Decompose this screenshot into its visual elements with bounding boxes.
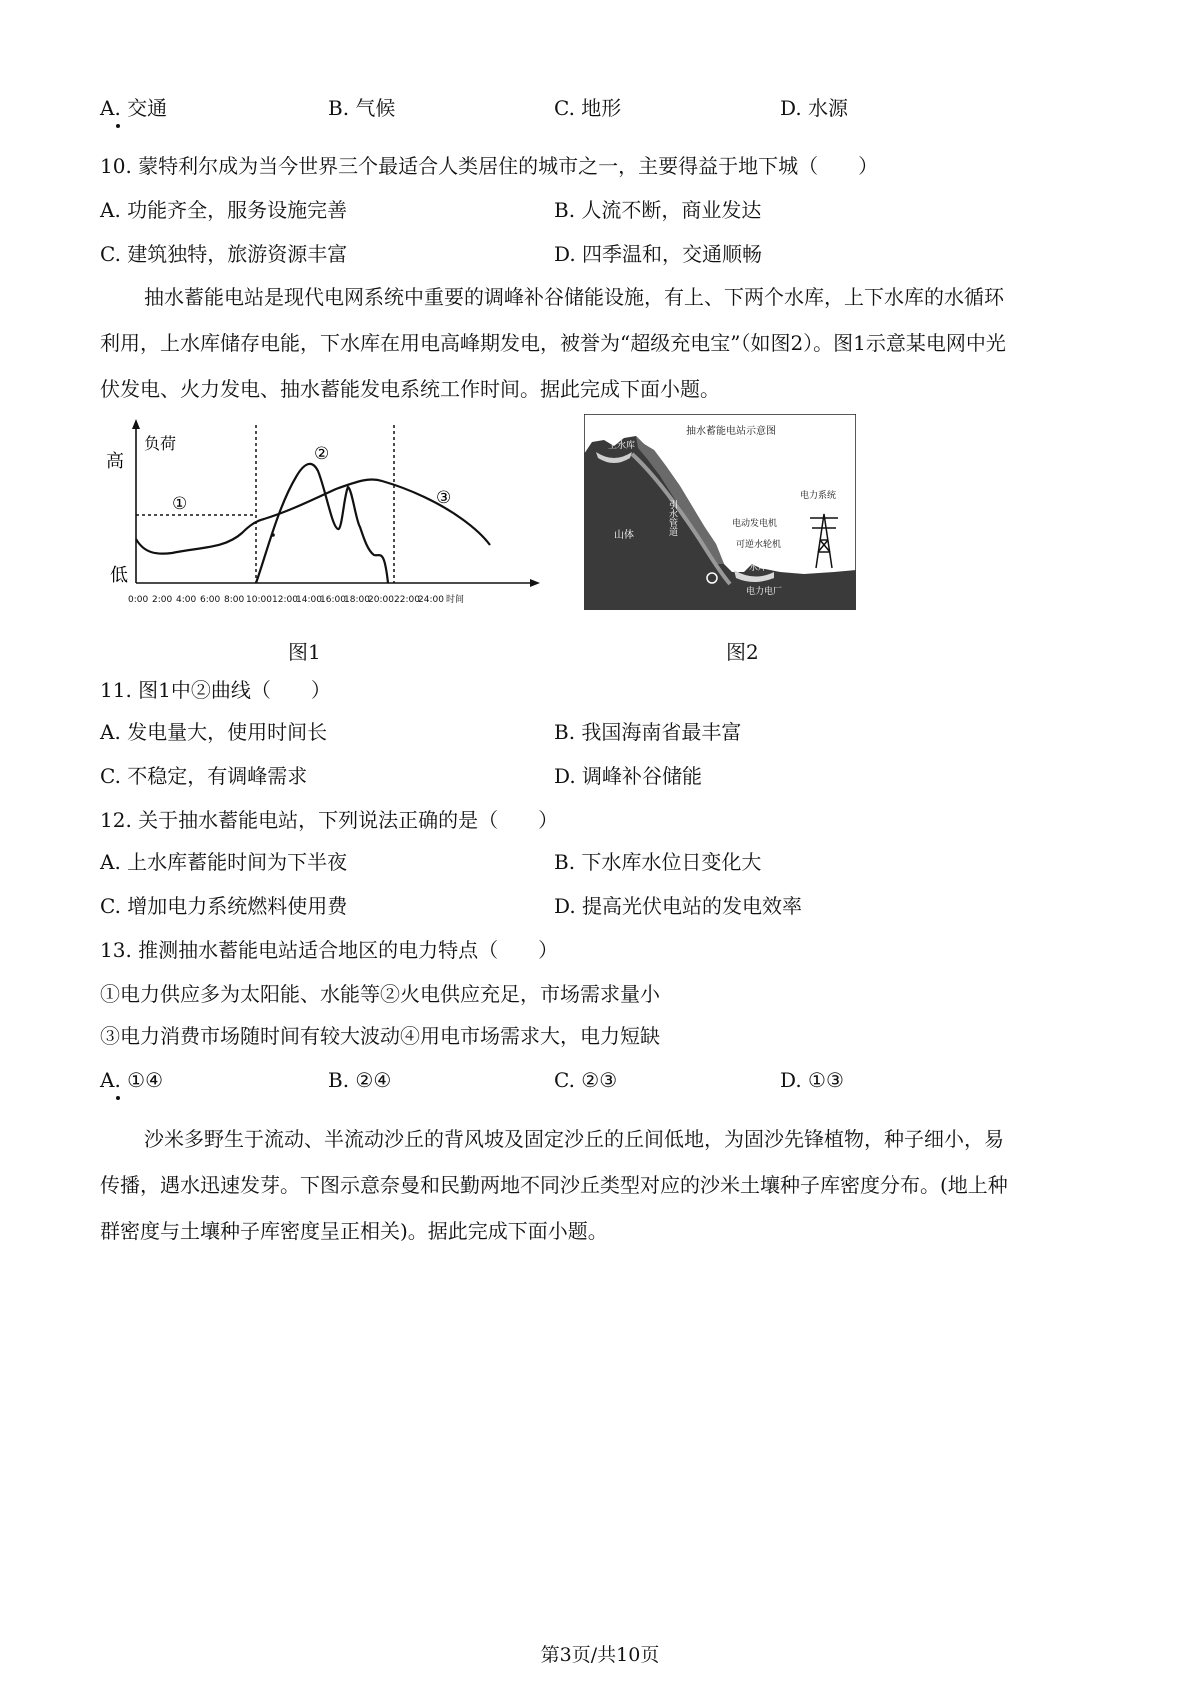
passage-pumped-storage: 抽水蓄能电站是现代电网系统中重要的调峰补谷储能设施，有上、下两个水库，上下水库的水循环利用，上水库储存电能，下水库在用电高峰期发电，被誉为“超级充电宝”（如图2）。图1示意某电网中光伏发电、火力发电、抽水蓄能发电系统工作时间。据此完成下面小题。: [100, 285, 1006, 401]
q10-option-b: B. 人流不断，商业发达: [554, 198, 762, 222]
q12-option-d: D. 提高光伏电站的发电效率: [554, 894, 803, 918]
curve2-label: ②: [314, 444, 330, 464]
x-tick: 24:00: [418, 595, 444, 605]
q13-option-d: D. ①③: [780, 1068, 844, 1092]
lower-reservoir-label: 下水库: [740, 563, 768, 573]
q12-option-b: B. 下水库水位日变化大: [554, 850, 762, 874]
y-low-label: 低: [110, 565, 128, 586]
x-tick: 6:00: [200, 595, 221, 605]
x-tick: 4:00: [176, 595, 197, 605]
turbine-label: 可逆水轮机: [736, 540, 782, 550]
q10-option-c: C. 建筑独特，旅游资源丰富: [100, 242, 348, 266]
q11-option-d: D. 调峰补谷储能: [554, 764, 703, 788]
q12-option-c: C. 增加电力系统燃料使用费: [100, 894, 348, 918]
plant-label: 电力电厂: [746, 587, 783, 597]
x-tick: 0:00: [128, 595, 149, 605]
x-tick: 2:00: [152, 595, 173, 605]
q12-option-a: A. 上水库蓄能时间为下半夜: [100, 850, 348, 874]
q11-option-c: C. 不稳定，有调峰需求: [100, 764, 308, 788]
page-footer: 第3页/共10页: [540, 1644, 660, 1666]
q10-option-a: A. 功能齐全，服务设施完善: [100, 198, 348, 222]
bullet-dot: [116, 1096, 120, 1100]
x-tick: 8:00: [224, 595, 245, 605]
y-axis-label: 负荷: [144, 434, 177, 453]
q13-statement-line1: ①电力供应多为太阳能、水能等②火电供应充足，市场需求量小: [100, 982, 660, 1006]
x-tick: 22:00: [394, 595, 420, 605]
q9-option-b: B. 气候: [328, 96, 396, 120]
x-tick: 16:00: [320, 595, 346, 605]
x-tick: 14:00: [296, 595, 322, 605]
q9-option-d: D. 水源: [780, 96, 849, 120]
passage-shami: 沙米多野生于流动、半流动沙丘的背风坡及固定沙丘的丘间低地，为固沙先锋植物，种子细小，易传播，遇水迅速发芽。下图示意奈曼和民勤两地不同沙丘类型对应的沙米土壤种子库密度分布。(地上种群密度与土壤种子库密度呈正相关)。据此完成下面小题。: [100, 1127, 1008, 1243]
q13-stem: 13. 推测抽水蓄能电站适合地区的电力特点（ ）: [100, 938, 559, 962]
mountain-label: 山体: [614, 530, 634, 541]
x-tick: 10:00: [246, 595, 272, 605]
q11-option-b: B. 我国海南省最丰富: [554, 720, 742, 744]
x-axis-label: 时间: [446, 595, 465, 605]
pipe-label: 引水管道: [667, 500, 677, 536]
x-tick: 18:00: [344, 595, 370, 605]
q9-option-c: C. 地形: [554, 96, 622, 120]
system-label: 电力系统: [800, 491, 837, 501]
x-tick: 12:00: [272, 595, 298, 605]
q13-option-c: C. ②③: [554, 1068, 618, 1092]
q13-option-a: A. ①④: [100, 1068, 164, 1092]
figure2-station-diagram: [584, 414, 856, 610]
q13-option-b: B. ②④: [328, 1068, 392, 1092]
q11-option-a: A. 发电量大，使用时间长: [100, 720, 328, 744]
curve1-label: ①: [172, 494, 188, 514]
q10-stem: 10. 蒙特利尔成为当今世界三个最适合人类居住的城市之一，主要得益于地下城（ ）: [100, 154, 879, 178]
curve3-label: ③: [436, 488, 452, 508]
q12-stem: 12. 关于抽水蓄能电站，下列说法正确的是（ ）: [100, 808, 559, 832]
x-tick: 20:00: [368, 595, 394, 605]
figure2-title: 抽水蓄能电站示意图: [686, 426, 776, 437]
q13-statement-line2: ③电力消费市场随时间有较大波动④用电市场需求大，电力短缺: [100, 1024, 660, 1048]
bullet-dot: [116, 124, 120, 128]
q9-option-a: A. 交通: [100, 96, 168, 120]
generator-label: 电动发电机: [732, 519, 778, 529]
figure2-caption: 图2: [726, 640, 759, 664]
upper-reservoir-label: 上水库: [608, 441, 636, 451]
y-high-label: 高: [106, 451, 124, 472]
q10-option-d: D. 四季温和，交通顺畅: [554, 242, 763, 266]
q11-stem: 11. 图1中②曲线（ ）: [100, 678, 331, 702]
figure1-load-chart: [100, 415, 550, 620]
figure1-caption: 图1: [288, 640, 321, 664]
